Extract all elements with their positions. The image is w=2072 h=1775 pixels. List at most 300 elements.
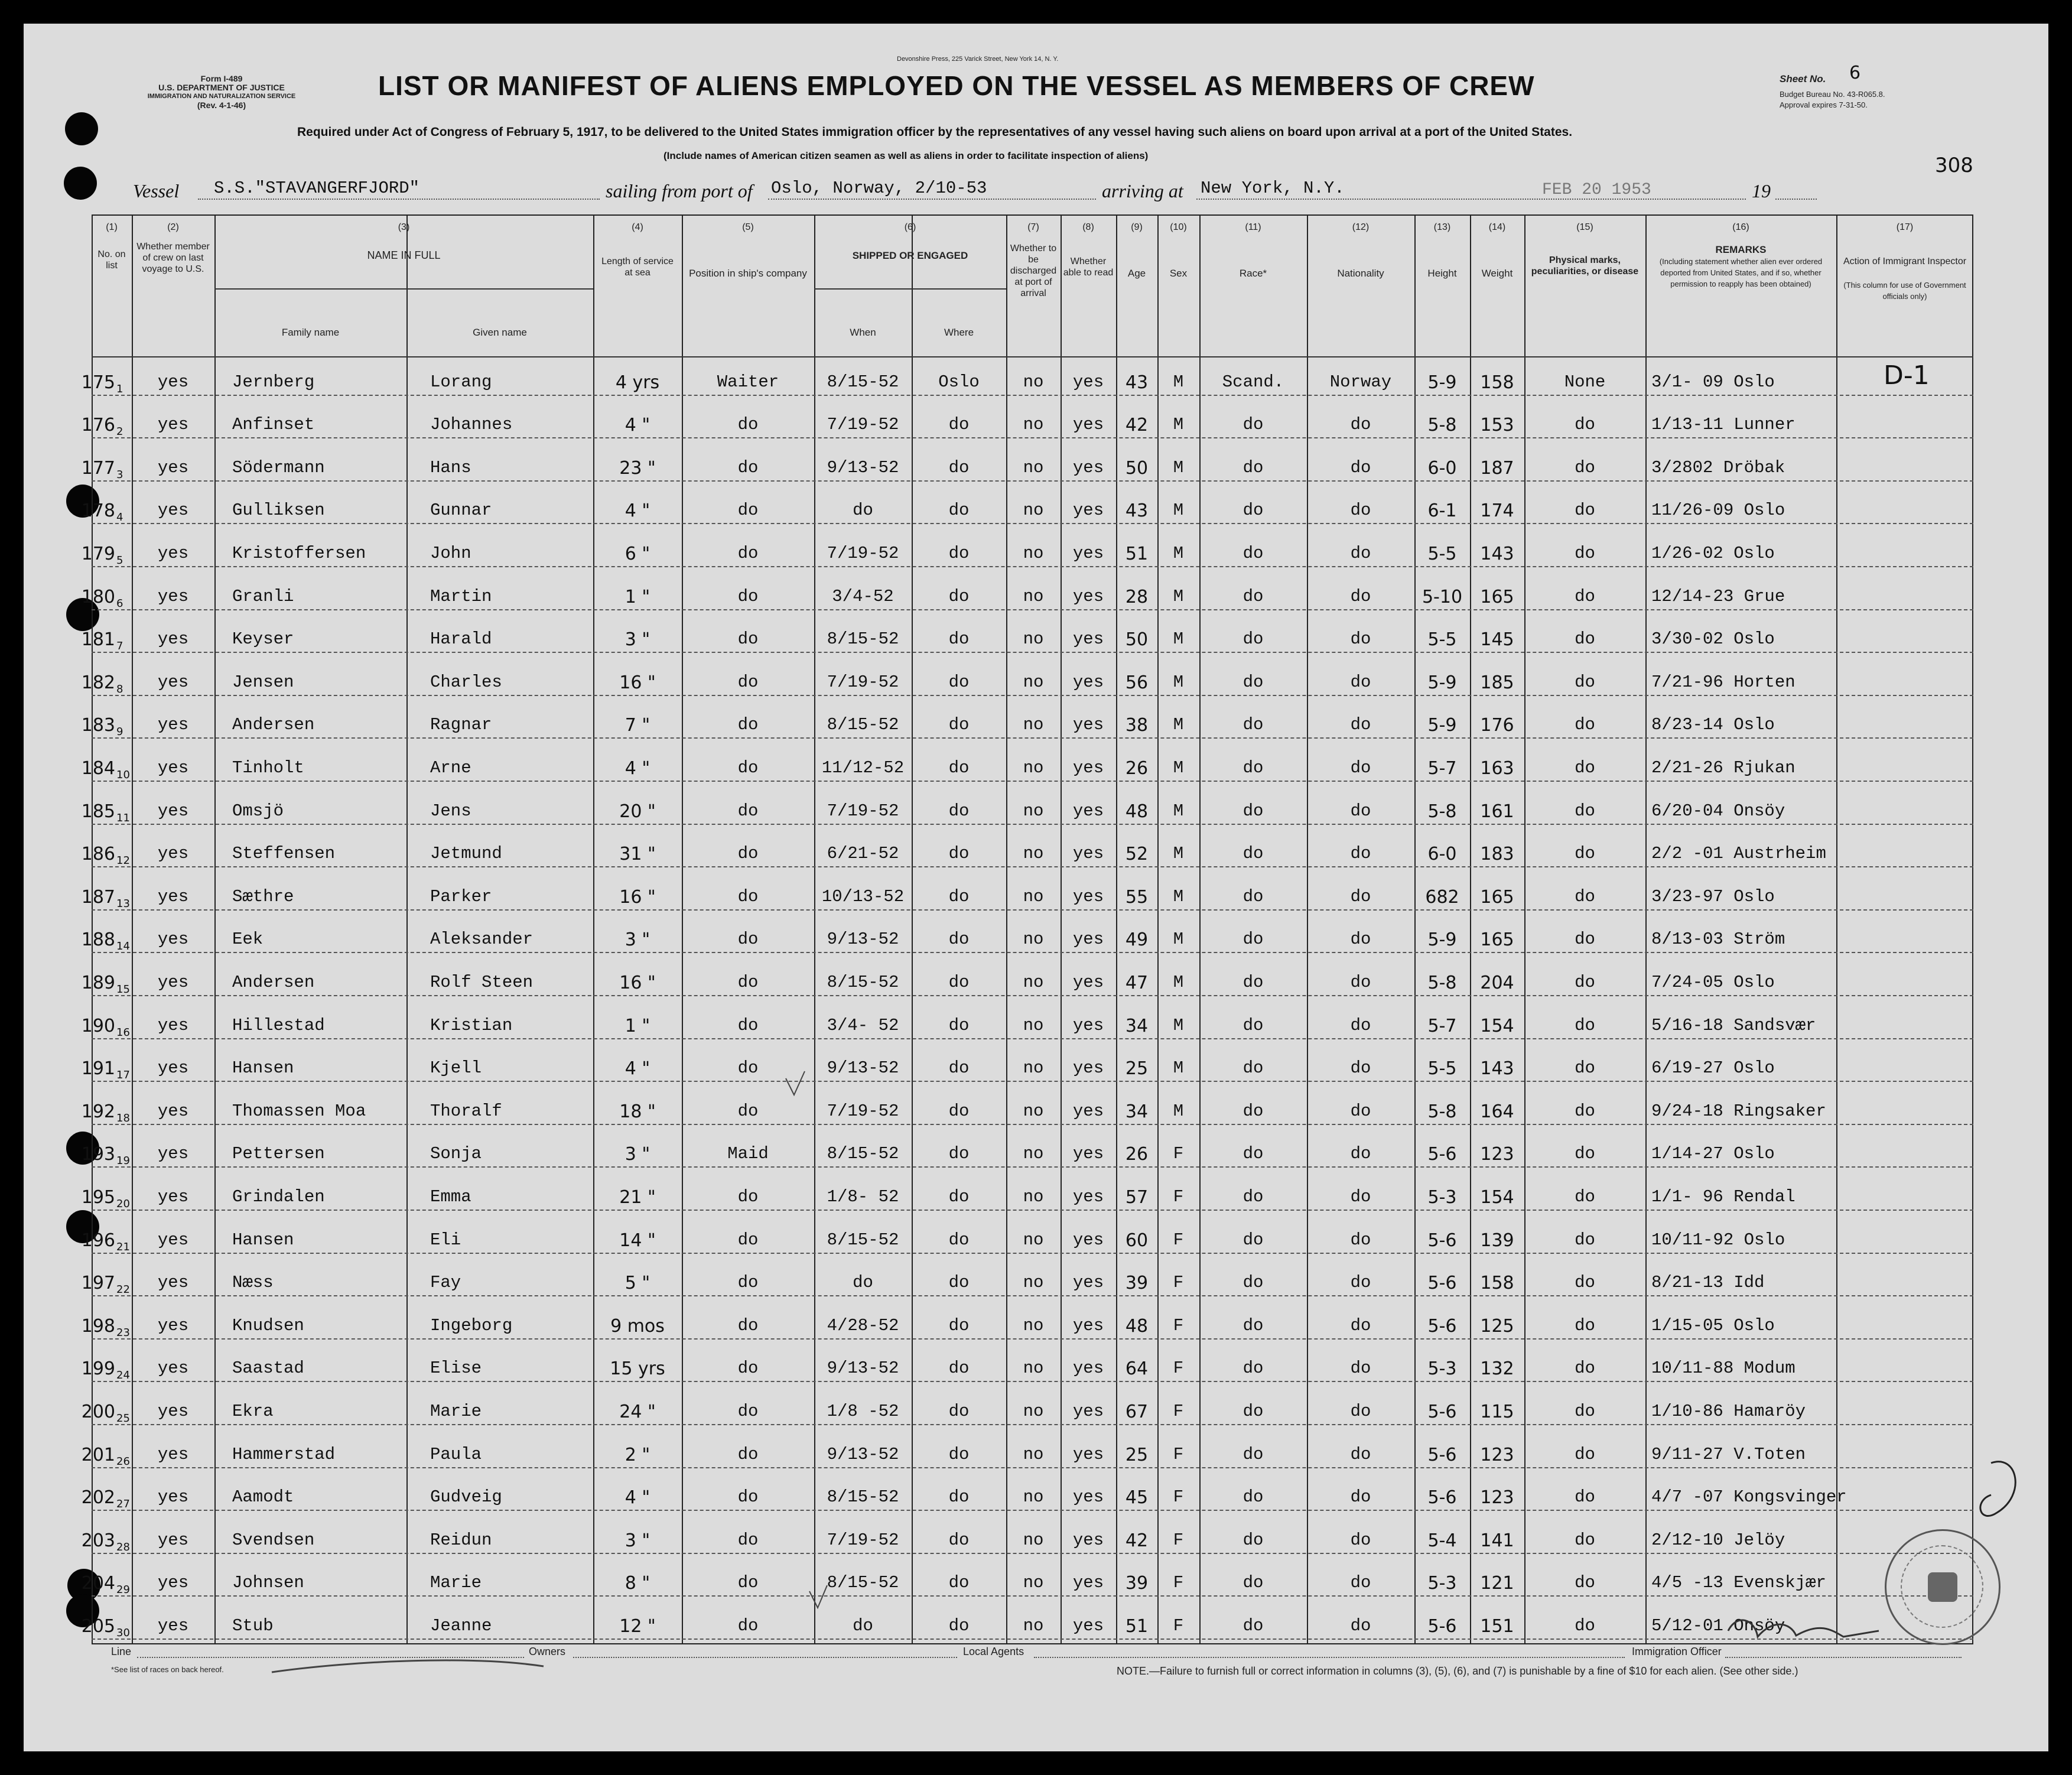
- cell-weight: 176: [1480, 715, 1514, 736]
- cell-sex: F: [1173, 1573, 1184, 1593]
- cell-family: Eek: [232, 929, 264, 950]
- officer-signature: [1728, 1620, 1879, 1637]
- cell-sex: M: [1173, 972, 1184, 992]
- cell-line-number: 29: [116, 1584, 130, 1597]
- cell-length: 4 ": [624, 1487, 650, 1509]
- cell-remarks: 1/13-11 Lunner: [1651, 415, 1795, 435]
- cell-num: 180: [81, 586, 115, 607]
- cell-physical: do: [1575, 1101, 1595, 1121]
- cell-sex: F: [1173, 1615, 1184, 1636]
- cell-physical: do: [1575, 1573, 1595, 1593]
- cell-disch: no: [1023, 1230, 1044, 1250]
- cell-where: do: [948, 1315, 970, 1335]
- cell-nat: do: [1350, 1273, 1371, 1293]
- cell-height: 5-9: [1427, 672, 1457, 693]
- cell-length: 4 ": [624, 1058, 650, 1080]
- cell-family: Jensen: [232, 672, 294, 692]
- cell-remarks: 9/24-18 Ringsaker: [1651, 1101, 1826, 1121]
- cell-read: yes: [1072, 1186, 1104, 1207]
- header-able-to-read: Whether able to read: [1063, 256, 1114, 278]
- cell-height: 6-0: [1427, 457, 1457, 479]
- header-given-name: Given name: [473, 327, 527, 338]
- cell-height: 5-7: [1427, 758, 1457, 779]
- cell-where: do: [948, 1144, 970, 1164]
- cell-member: yes: [157, 1315, 189, 1335]
- cell-remarks: 1/15-05 Oslo: [1651, 1315, 1775, 1335]
- cell-line-number: 1: [116, 382, 123, 395]
- cell-where: do: [948, 1101, 970, 1121]
- cell-given: Gudveig: [430, 1487, 502, 1507]
- column-number: (8): [1082, 222, 1094, 232]
- cell-position: do: [737, 972, 759, 992]
- cell-given: Rolf Steen: [430, 972, 534, 992]
- cell-given: Eli: [430, 1230, 461, 1250]
- cell-num: 183: [81, 715, 115, 736]
- cell-member: yes: [157, 372, 189, 392]
- cell-num: 179: [81, 543, 115, 564]
- cell-member: yes: [157, 629, 189, 649]
- cell-when: 7/19-52: [827, 543, 899, 563]
- cell-family: Svendsen: [232, 1530, 315, 1550]
- cell-given: Jeanne: [430, 1615, 492, 1636]
- cell-height: 5-9: [1427, 929, 1457, 951]
- header-action-note: (This column for use of Government officials only): [1843, 281, 1966, 301]
- cell-read: yes: [1072, 1273, 1104, 1293]
- cell-length: 8 ": [624, 1573, 650, 1594]
- cell-line-number: 9: [116, 726, 123, 739]
- cell-read: yes: [1072, 457, 1104, 477]
- cell-member: yes: [157, 1530, 189, 1550]
- cell-member: yes: [157, 801, 189, 821]
- cell-physical: do: [1575, 457, 1595, 477]
- arrival-port: New York, N.Y.: [1201, 178, 1345, 198]
- cell-age: 42: [1125, 415, 1149, 436]
- cell-position: do: [737, 586, 759, 606]
- cell-when: 10/13-52: [821, 886, 905, 906]
- cell-where: do: [948, 1487, 970, 1507]
- cell-line-number: 17: [116, 1069, 130, 1082]
- cell-read: yes: [1072, 500, 1104, 521]
- cell-when: do: [853, 1615, 873, 1636]
- cell-family: Johnsen: [232, 1573, 304, 1593]
- races-footnote: *See list of races on back hereof.: [111, 1665, 224, 1674]
- cell-num: 191: [81, 1058, 115, 1080]
- document-title: LIST OR MANIFEST OF ALIENS EMPLOYED ON THE VESSEL AS MEMBERS OF CREW: [378, 70, 1535, 101]
- cell-physical: do: [1575, 715, 1595, 735]
- cell-race: do: [1242, 1315, 1264, 1335]
- cell-where: do: [948, 1058, 970, 1078]
- header-shipped-or-engaged: SHIPPED OR ENGAGED: [852, 250, 968, 261]
- cell-num: 195: [81, 1186, 115, 1208]
- cell-nat: do: [1350, 1444, 1371, 1464]
- header-nationality: Nationality: [1337, 268, 1384, 279]
- cell-position: do: [737, 844, 759, 864]
- subtitle-note: (Include names of American citizen seamen as well as aliens in order to facilitate inspection of aliens): [663, 150, 1149, 161]
- cell-position: do: [737, 1101, 759, 1121]
- cell-race: do: [1242, 629, 1264, 649]
- cell-when: do: [853, 1273, 873, 1293]
- cell-line-number: 11: [116, 811, 130, 824]
- cell-race: do: [1242, 1230, 1264, 1250]
- cell-weight: 164: [1480, 1101, 1514, 1122]
- cell-line-number: 21: [116, 1240, 130, 1253]
- cell-height: 5-8: [1427, 972, 1457, 993]
- cell-member: yes: [157, 844, 189, 864]
- date-stamp: FEB 20 1953: [1542, 181, 1651, 199]
- revision-date: (Rev. 4-1-46): [197, 100, 246, 110]
- cell-num: 205: [81, 1615, 115, 1637]
- cell-length: 1 ": [624, 586, 650, 607]
- cell-length: 5 ": [624, 1273, 650, 1294]
- line-label: Line: [111, 1646, 132, 1657]
- column-number: (15): [1576, 222, 1593, 232]
- cell-read: yes: [1072, 1573, 1104, 1593]
- cell-sex: M: [1173, 801, 1184, 821]
- column-number: (10): [1170, 222, 1187, 232]
- cell-given: Martin: [430, 586, 492, 606]
- cell-race: do: [1242, 1273, 1264, 1293]
- cell-line-number: 25: [116, 1412, 130, 1425]
- cell-given: Jens: [430, 801, 471, 821]
- cell-weight: 161: [1480, 801, 1514, 822]
- cell-read: yes: [1072, 715, 1104, 735]
- cell-line-number: 12: [116, 854, 130, 867]
- cell-height: 5-6: [1427, 1144, 1457, 1165]
- cell-given: Johannes: [430, 415, 513, 435]
- cell-length: 14 ": [619, 1230, 656, 1251]
- cell-where: do: [948, 801, 970, 821]
- cell-disch: no: [1023, 929, 1044, 950]
- cell-age: 45: [1125, 1487, 1149, 1509]
- cell-age: 34: [1125, 1101, 1149, 1122]
- cell-read: yes: [1072, 758, 1104, 778]
- cell-num: 185: [81, 801, 115, 822]
- cell-height: 5-4: [1427, 1530, 1457, 1551]
- cell-given: Aleksander: [430, 929, 534, 950]
- cell-race: do: [1242, 1186, 1264, 1207]
- cell-where: do: [948, 1401, 970, 1421]
- cell-race: do: [1242, 886, 1264, 906]
- cell-disch: no: [1023, 886, 1044, 906]
- cell-sex: M: [1173, 844, 1184, 864]
- cell-remarks: 7/24-05 Oslo: [1651, 972, 1775, 992]
- cell-length: 3 ": [624, 629, 650, 651]
- cell-weight: 158: [1480, 372, 1514, 393]
- column-number: (11): [1245, 222, 1261, 232]
- cell-line-number: 2: [116, 425, 123, 438]
- cell-age: 55: [1125, 886, 1149, 908]
- cell-num: 175: [81, 372, 115, 393]
- cell-weight: 115: [1480, 1401, 1514, 1422]
- cell-where: do: [948, 543, 970, 563]
- cell-disch: no: [1023, 543, 1044, 563]
- cell-where: do: [948, 586, 970, 606]
- cell-when: 8/15-52: [827, 372, 899, 392]
- cell-race: do: [1242, 972, 1264, 992]
- cell-race: do: [1242, 1101, 1264, 1121]
- immigration-officer-label: Immigration Officer: [1632, 1646, 1722, 1657]
- cell-physical: do: [1575, 1401, 1595, 1421]
- column-number: (13): [1433, 222, 1451, 232]
- cell-weight: 125: [1480, 1315, 1514, 1337]
- cell-read: yes: [1072, 1015, 1104, 1035]
- cell-remarks: 11/26-09 Oslo: [1651, 500, 1785, 521]
- cell-position: do: [737, 1058, 759, 1078]
- cell-read: yes: [1072, 1615, 1104, 1636]
- cell-height: 6-1: [1427, 500, 1457, 522]
- cell-disch: no: [1023, 1144, 1044, 1164]
- cell-height: 5-9: [1427, 715, 1457, 736]
- cell-physical: do: [1575, 1487, 1595, 1507]
- column-number: (7): [1027, 222, 1039, 232]
- cell-read: yes: [1072, 1358, 1104, 1379]
- cell-position: do: [737, 500, 759, 521]
- cell-weight: 165: [1480, 929, 1514, 951]
- cell-age: 50: [1125, 629, 1149, 651]
- cell-member: yes: [157, 1573, 189, 1593]
- cell-read: yes: [1072, 415, 1104, 435]
- cell-position: Waiter: [717, 372, 779, 392]
- cell-member: yes: [157, 543, 189, 563]
- cell-remarks: 3/1- 09 Oslo: [1651, 372, 1775, 392]
- cell-num: 178: [81, 500, 115, 522]
- cell-age: 25: [1125, 1444, 1149, 1465]
- cell-num: 188: [81, 929, 115, 951]
- cell-where: do: [948, 844, 970, 864]
- cell-weight: 174: [1480, 500, 1514, 522]
- cell-remarks: 3/30-02 Oslo: [1651, 629, 1775, 649]
- cell-height: 5-6: [1427, 1273, 1457, 1294]
- cell-length: 3 ": [624, 929, 650, 951]
- column-number: (16): [1732, 222, 1749, 232]
- cell-position: do: [737, 886, 759, 906]
- cell-sex: F: [1173, 1444, 1184, 1464]
- inspection-stamp: [1885, 1529, 2001, 1645]
- cell-family: Sæthre: [232, 886, 294, 906]
- cell-disch: no: [1023, 1487, 1044, 1507]
- cell-remarks: 1/10-86 Hamaröy: [1651, 1401, 1806, 1421]
- cell-where: do: [948, 972, 970, 992]
- cell-race: do: [1242, 1444, 1264, 1464]
- cell-height: 5-10: [1422, 586, 1463, 607]
- cell-where: do: [948, 758, 970, 778]
- cell-family: Saastad: [232, 1358, 304, 1379]
- cell-weight: 141: [1480, 1530, 1514, 1551]
- cell-physical: do: [1575, 415, 1595, 435]
- cell-member: yes: [157, 1487, 189, 1507]
- page-number: 308: [1935, 154, 1973, 177]
- cell-num: 182: [81, 672, 115, 693]
- cell-line-number: 24: [116, 1369, 130, 1382]
- cell-nat: do: [1350, 929, 1371, 950]
- cell-height: 5-8: [1427, 1101, 1457, 1122]
- cell-where: do: [948, 1186, 970, 1207]
- cell-given: Paula: [430, 1444, 482, 1464]
- cell-disch: no: [1023, 672, 1044, 692]
- cell-when: 4/28-52: [827, 1315, 899, 1335]
- cell-physical: do: [1575, 1058, 1595, 1078]
- cell-physical: do: [1575, 1144, 1595, 1164]
- cell-num: 197: [81, 1273, 115, 1294]
- cell-age: 25: [1125, 1058, 1149, 1080]
- cell-when: 9/13-52: [827, 929, 899, 950]
- cell-family: Keyser: [232, 629, 294, 649]
- cell-given: Gunnar: [430, 500, 492, 521]
- cell-read: yes: [1072, 1101, 1104, 1121]
- cell-height: 5-6: [1427, 1615, 1457, 1637]
- cell-num: 202: [81, 1487, 115, 1509]
- cell-family: Kristoffersen: [232, 543, 366, 563]
- cell-line-number: 28: [116, 1540, 130, 1553]
- subtitle: Required under Act of Congress of February 5, 1917, to be delivered to the United States immigration officer by the representatives of any vessel having such aliens on board upon arrival at a port of the United States.: [297, 125, 1573, 139]
- cell-family: Tinholt: [232, 758, 304, 778]
- cell-where: do: [948, 1615, 970, 1636]
- cell-age: 56: [1125, 672, 1149, 693]
- cell-disch: no: [1023, 457, 1044, 477]
- cell-when: 8/15-52: [827, 715, 899, 735]
- cell-weight: 121: [1480, 1573, 1514, 1594]
- cell-when: 9/13-52: [827, 1444, 899, 1464]
- cell-read: yes: [1072, 543, 1104, 563]
- cell-race: do: [1242, 715, 1264, 735]
- cell-sex: M: [1173, 715, 1184, 735]
- cell-family: Aamodt: [232, 1487, 294, 1507]
- vessel-name: S.S."STAVANGERFJORD": [214, 178, 420, 198]
- cell-weight: 154: [1480, 1015, 1514, 1036]
- cell-member: yes: [157, 972, 189, 992]
- cell-race: do: [1242, 415, 1264, 435]
- cell-sex: F: [1173, 1401, 1184, 1421]
- cell-when: 11/12-52: [821, 758, 905, 778]
- cell-position: do: [737, 1615, 759, 1636]
- cell-family: Jernberg: [232, 372, 315, 392]
- cell-remarks: 1/14-27 Oslo: [1651, 1144, 1775, 1164]
- cell-age: 50: [1125, 457, 1149, 479]
- cell-family: Hillestad: [232, 1015, 325, 1035]
- cell-member: yes: [157, 929, 189, 950]
- cell-nat: do: [1350, 1573, 1371, 1593]
- sheet-number: 6: [1849, 63, 1861, 83]
- cell-nat: do: [1350, 1315, 1371, 1335]
- cell-nat: do: [1350, 1015, 1371, 1035]
- cell-position: do: [737, 1230, 759, 1250]
- cell-family: Södermann: [232, 457, 325, 477]
- cell-physical: do: [1575, 1186, 1595, 1207]
- penalty-note: NOTE.—Failure to furnish full or correct information in columns (3), (5), (6), and (7) is punishable by a fine of $10 for each alien. (See other side.): [1117, 1665, 1798, 1677]
- cell-height: 5-8: [1427, 801, 1457, 822]
- cell-when: 1/8 -52: [827, 1401, 899, 1421]
- cell-given: Kjell: [430, 1058, 482, 1078]
- cell-when: 7/19-52: [827, 672, 899, 692]
- cell-position: do: [737, 1015, 759, 1035]
- cell-position: do: [737, 672, 759, 692]
- cell-member: yes: [157, 672, 189, 692]
- cell-when: 8/15-52: [827, 629, 899, 649]
- cell-remarks: 4/5 -13 Evenskjær: [1651, 1573, 1826, 1593]
- cell-physical: None: [1564, 372, 1606, 392]
- cell-weight: 165: [1480, 886, 1514, 908]
- cell-given: Hans: [430, 457, 471, 477]
- cell-read: yes: [1072, 1401, 1104, 1421]
- cell-member: yes: [157, 415, 189, 435]
- cell-given: Jetmund: [430, 844, 502, 864]
- cell-sex: F: [1173, 1315, 1184, 1335]
- cell-member: yes: [157, 1273, 189, 1293]
- cell-physical: do: [1575, 929, 1595, 950]
- cell-remarks: 3/2802 Dröbak: [1651, 457, 1785, 477]
- cell-given: Marie: [430, 1401, 482, 1421]
- cell-when: 9/13-52: [827, 1358, 899, 1379]
- cell-weight: 143: [1480, 1058, 1514, 1080]
- cell-weight: 151: [1480, 1615, 1514, 1637]
- cell-length: 9 mos: [610, 1315, 665, 1337]
- column-number: (4): [632, 222, 643, 232]
- cell-disch: no: [1023, 1315, 1044, 1335]
- cell-read: yes: [1072, 1058, 1104, 1078]
- cell-member: yes: [157, 457, 189, 477]
- cell-read: yes: [1072, 929, 1104, 950]
- cell-given: Charles: [430, 672, 502, 692]
- cell-remarks: 6/19-27 Oslo: [1651, 1058, 1775, 1078]
- cell-when: 7/19-52: [827, 415, 899, 435]
- cell-given: Reidun: [430, 1530, 492, 1550]
- cell-race: do: [1242, 844, 1264, 864]
- cell-height: 5-6: [1427, 1444, 1457, 1465]
- cell-length: 18 ": [619, 1101, 656, 1122]
- cell-disch: no: [1023, 1358, 1044, 1379]
- cell-remarks: 10/11-88 Modum: [1651, 1358, 1795, 1379]
- cell-position: do: [737, 1401, 759, 1421]
- cell-sex: F: [1173, 1487, 1184, 1507]
- cell-member: yes: [157, 758, 189, 778]
- cell-sex: M: [1173, 886, 1184, 906]
- cell-length: 15 yrs: [610, 1358, 665, 1380]
- cell-age: 57: [1125, 1186, 1149, 1208]
- cell-family: Thomassen Moa: [232, 1101, 366, 1121]
- cell-line-number: 15: [116, 983, 130, 996]
- cell-num: 184: [81, 758, 115, 779]
- cell-family: Knudsen: [232, 1315, 304, 1335]
- column-number: (17): [1896, 222, 1914, 232]
- cell-age: 48: [1125, 801, 1149, 822]
- cell-height: 5-3: [1427, 1186, 1457, 1208]
- cell-weight: 139: [1480, 1230, 1514, 1251]
- cell-sex: M: [1173, 929, 1184, 950]
- cell-when: 8/15-52: [827, 972, 899, 992]
- cell-member: yes: [157, 886, 189, 906]
- cell-num: 192: [81, 1101, 115, 1122]
- header-height: Height: [1427, 268, 1457, 279]
- cell-race: do: [1242, 758, 1264, 778]
- cell-sex: F: [1173, 1358, 1184, 1379]
- cell-remarks: 4/7 -07 Kongsvinger: [1651, 1487, 1847, 1507]
- cell-age: 43: [1125, 500, 1149, 522]
- cell-num: 181: [81, 629, 115, 651]
- cell-weight: 154: [1480, 1186, 1514, 1208]
- cell-race: do: [1242, 801, 1264, 821]
- cell-position: do: [737, 415, 759, 435]
- local-agents-label: Local Agents: [963, 1646, 1024, 1657]
- cell-given: Harald: [430, 629, 492, 649]
- cell-race: do: [1242, 672, 1264, 692]
- cell-member: yes: [157, 715, 189, 735]
- cell-race: do: [1242, 457, 1264, 477]
- cell-given: John: [430, 543, 471, 563]
- cell-nat: do: [1350, 1186, 1371, 1207]
- cell-nat: do: [1350, 1058, 1371, 1078]
- cell-member: yes: [157, 1358, 189, 1379]
- cell-race: do: [1242, 500, 1264, 521]
